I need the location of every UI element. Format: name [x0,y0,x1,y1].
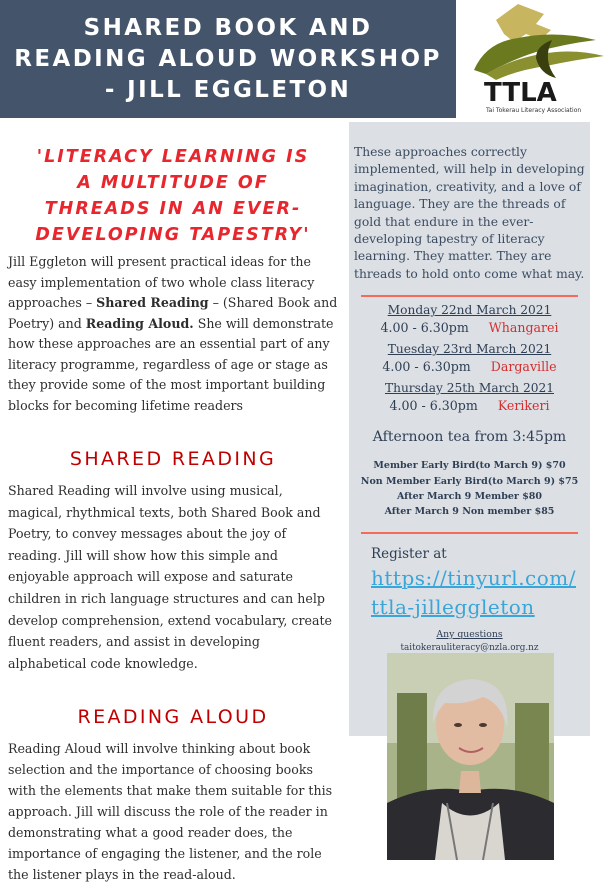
afternoon-tea-note: Afternoon tea from 3:45pm [372,429,567,446]
contact-email: taitokerauliteracy@nzla.org.nz [400,642,539,653]
register-link-continued[interactable]: ttla-jilleggleton [371,594,535,619]
intro-paragraph: Jill Eggleton will present practical ideas for the easy implementation of two whole class literacy approaches – Shared Reading – (Shared Book and Poetry) and Reading Aloud. She will demonstrate how these approaches are an essential part of any literacy programme, regardless of age or stage as they provide some of the most important building blocks for becoming lifetime readers [8,254,338,413]
session-place: Dargaville [490,359,557,375]
price-item: Member Early Bird(to March 9) $70 [373,460,566,472]
session-date: Tuesday 23rd March 2021 [387,342,552,357]
session-time: 4.00 - 6.30pm [382,359,471,375]
logo-subtitle: Tai Tokerau Literacy Association [486,107,582,114]
session-time: 4.00 - 6.30pm [389,398,478,414]
shared-reading-paragraph: Shared Reading will involve using musical, magical, rhythmical texts, both Shared Book and Poetry, to convey messages about the joy of reading. Jill will show how this simple and enjoyable approach will expose and saturate children in rich language structures and can help develop comprehension, extend vocabulary, create fluent readers, and assist in developing alphabetical code knowledge. [8,483,332,671]
session-place: Kerikeri [497,398,550,414]
session-list [349,302,590,415]
session-date: Thursday 25th March 2021 [384,381,554,396]
register-link[interactable]: https://tinyurl.com/ [371,565,576,590]
session-place: Whangarei [488,320,559,336]
session-item [349,380,590,415]
info-sidebar [349,122,590,736]
price-item: After March 9 Member $80 [396,491,543,503]
price-item: Non Member Early Bird(to March 9) $75 [360,475,579,487]
logo-text: TTLA [484,78,557,108]
presenter-photo [387,653,554,860]
main-column [8,122,338,885]
title-banner [0,0,456,118]
divider [361,295,578,297]
divider [361,532,578,534]
shared-reading-heading: SHARED READING [69,448,277,470]
register-label: Register at [371,545,447,562]
session-item [349,302,590,337]
session-date: Monday 22nd March 2021 [387,303,552,318]
headline-quote: 'LITERACY LEARNING IS A MULTITUDE OF THREADS IN AN EVER- DEVELOPING TAPESTRY' [35,147,311,245]
questions-label: Any questions [436,628,503,640]
price-list [349,458,590,520]
page-title: SHARED BOOK AND READING ALOUD WORKSHOP - JILL EGGLETON [14,14,442,103]
sidebar-intro: These approaches correctly implemented, will help in developing imagination, creativity, and a love of language. They are the threads of gold that endure in the ever-developing tapestry of literacy learning. They matter. They are threads to hold onto come what may. [354,145,585,281]
session-time: 4.00 - 6.30pm [380,320,469,336]
reading-aloud-paragraph: Reading Aloud will involve thinking about book selection and the importance of choosing books with the elements that make them suitable for this approach. Jill will discuss the role of the reader in demonstrating what a good reader does, the importance of engaging the listener, and the role the listener plays in the read-aloud. [8,741,333,883]
reading-aloud-heading: READING ALOUD [77,706,269,729]
price-item: After March 9 Non member $85 [384,506,555,518]
session-item [349,341,590,376]
ttla-logo [456,0,613,118]
